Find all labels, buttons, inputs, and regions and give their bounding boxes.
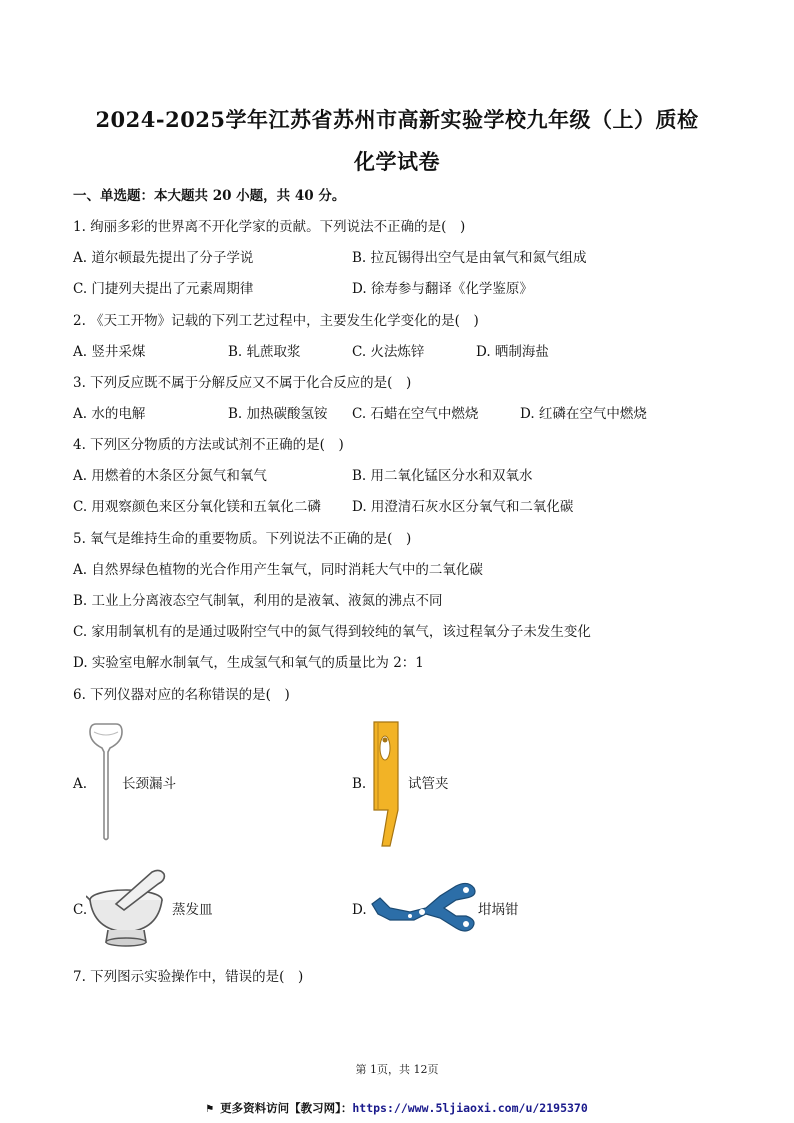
question-5-stem: 5. 氧气是维持生命的重要物质。下列说法不正确的是( ) [73,531,412,547]
q3-option-c: C. 石蜡在空气中燃烧 [352,406,479,422]
question-3-stem: 3. 下列反应既不属于分解反应又不属于化合反应的是( ) [73,375,412,391]
title-line-1: 2024-2025学年江苏省苏州市高新实验学校九年级（上）质检 [95,107,699,132]
q6-option-d-letter: D. [352,902,367,918]
ad-line [0,1100,794,1116]
q3-option-d: D. 红磷在空气中燃烧 [520,406,647,422]
q1-option-c: C. 门捷列夫提出了元素周期律 [73,281,254,297]
q4-option-d: D. 用澄清石灰水区分氧气和二氧化碳 [352,499,574,515]
question-6-stem: 6. 下列仪器对应的名称错误的是( ) [73,687,290,703]
q3-option-b: B. 加热碳酸氢铵 [228,406,328,422]
q4-option-c: C. 用观察颜色来区分氧化镁和五氧化二磷 [73,499,321,515]
q5-option-c: C. 家用制氧机有的是通过吸附空气中的氮气得到较纯的氧气，该过程氧分子未发生变化 [73,624,591,640]
funnel-image [88,722,124,842]
q5-option-b: B. 工业上分离液态空气制氧，利用的是液氧、液氮的沸点不同 [73,593,443,609]
q5-option-a: A. 自然界绿色植物的光合作用产生氧气，同时消耗大气中的二氧化碳 [73,562,483,578]
q6-option-d-name: 坩埚钳 [478,902,519,918]
q2-option-c: C. 火法炼锌 [352,344,425,360]
q6-option-a-name: 长颈漏斗 [122,776,176,792]
question-4-stem: 4. 下列区分物质的方法或试剂不正确的是( ) [73,437,344,453]
question-7-stem: 7. 下列图示实验操作中，错误的是( ) [73,969,304,985]
q1-option-d: D. 徐寿参与翻译《化学鉴原》 [352,281,533,297]
mortar-image [86,866,172,950]
q1-option-b: B. 拉瓦锡得出空气是由氧气和氮气组成 [352,250,587,266]
q4-option-a: A. 用燃着的木条区分氮气和氧气 [73,468,267,484]
q2-option-d: D. 晒制海盐 [476,344,549,360]
ad-link[interactable]: https://www.5ljiaoxi.com/u/2195370 [352,1101,588,1115]
q6-option-c-name: 蒸发皿 [172,902,213,918]
question-1-stem: 1. 绚丽多彩的世界离不开化学家的贡献。下列说法不正确的是( ) [73,219,466,235]
q2-option-b: B. 轧蔗取浆 [228,344,301,360]
test-tube-holder-image [368,718,404,848]
section-heading: 一、单选题：本大题共 20 小题，共 40 分。 [73,188,346,204]
question-2-stem: 2. 《天工开物》记载的下列工艺过程中，主要发生化学变化的是( ) [73,313,479,329]
flag-icon: ⚑ [206,1101,214,1115]
title-line-2: 化学试卷 [354,149,440,174]
q4-option-b: B. 用二氧化锰区分水和双氧水 [352,468,533,484]
q3-option-a: A. 水的电解 [73,406,146,422]
q1-option-a: A. 道尔顿最先提出了分子学说 [73,250,254,266]
q6-option-b-letter: B. [352,776,367,792]
crucible-tongs-image [370,878,480,936]
q2-option-a: A. 竖井采煤 [73,344,146,360]
q6-option-a-letter: A. [73,776,88,792]
ad-prefix: 更多资料访问【教习网】： [220,1101,353,1115]
q5-option-d: D. 实验室电解水制氧气，生成氢气和氧气的质量比为 2：1 [73,655,424,671]
q6-option-b-name: 试管夹 [408,776,449,792]
q6-option-c-letter: C. [73,902,88,918]
page-footer: 第 1页，共 12页 [355,1063,439,1076]
